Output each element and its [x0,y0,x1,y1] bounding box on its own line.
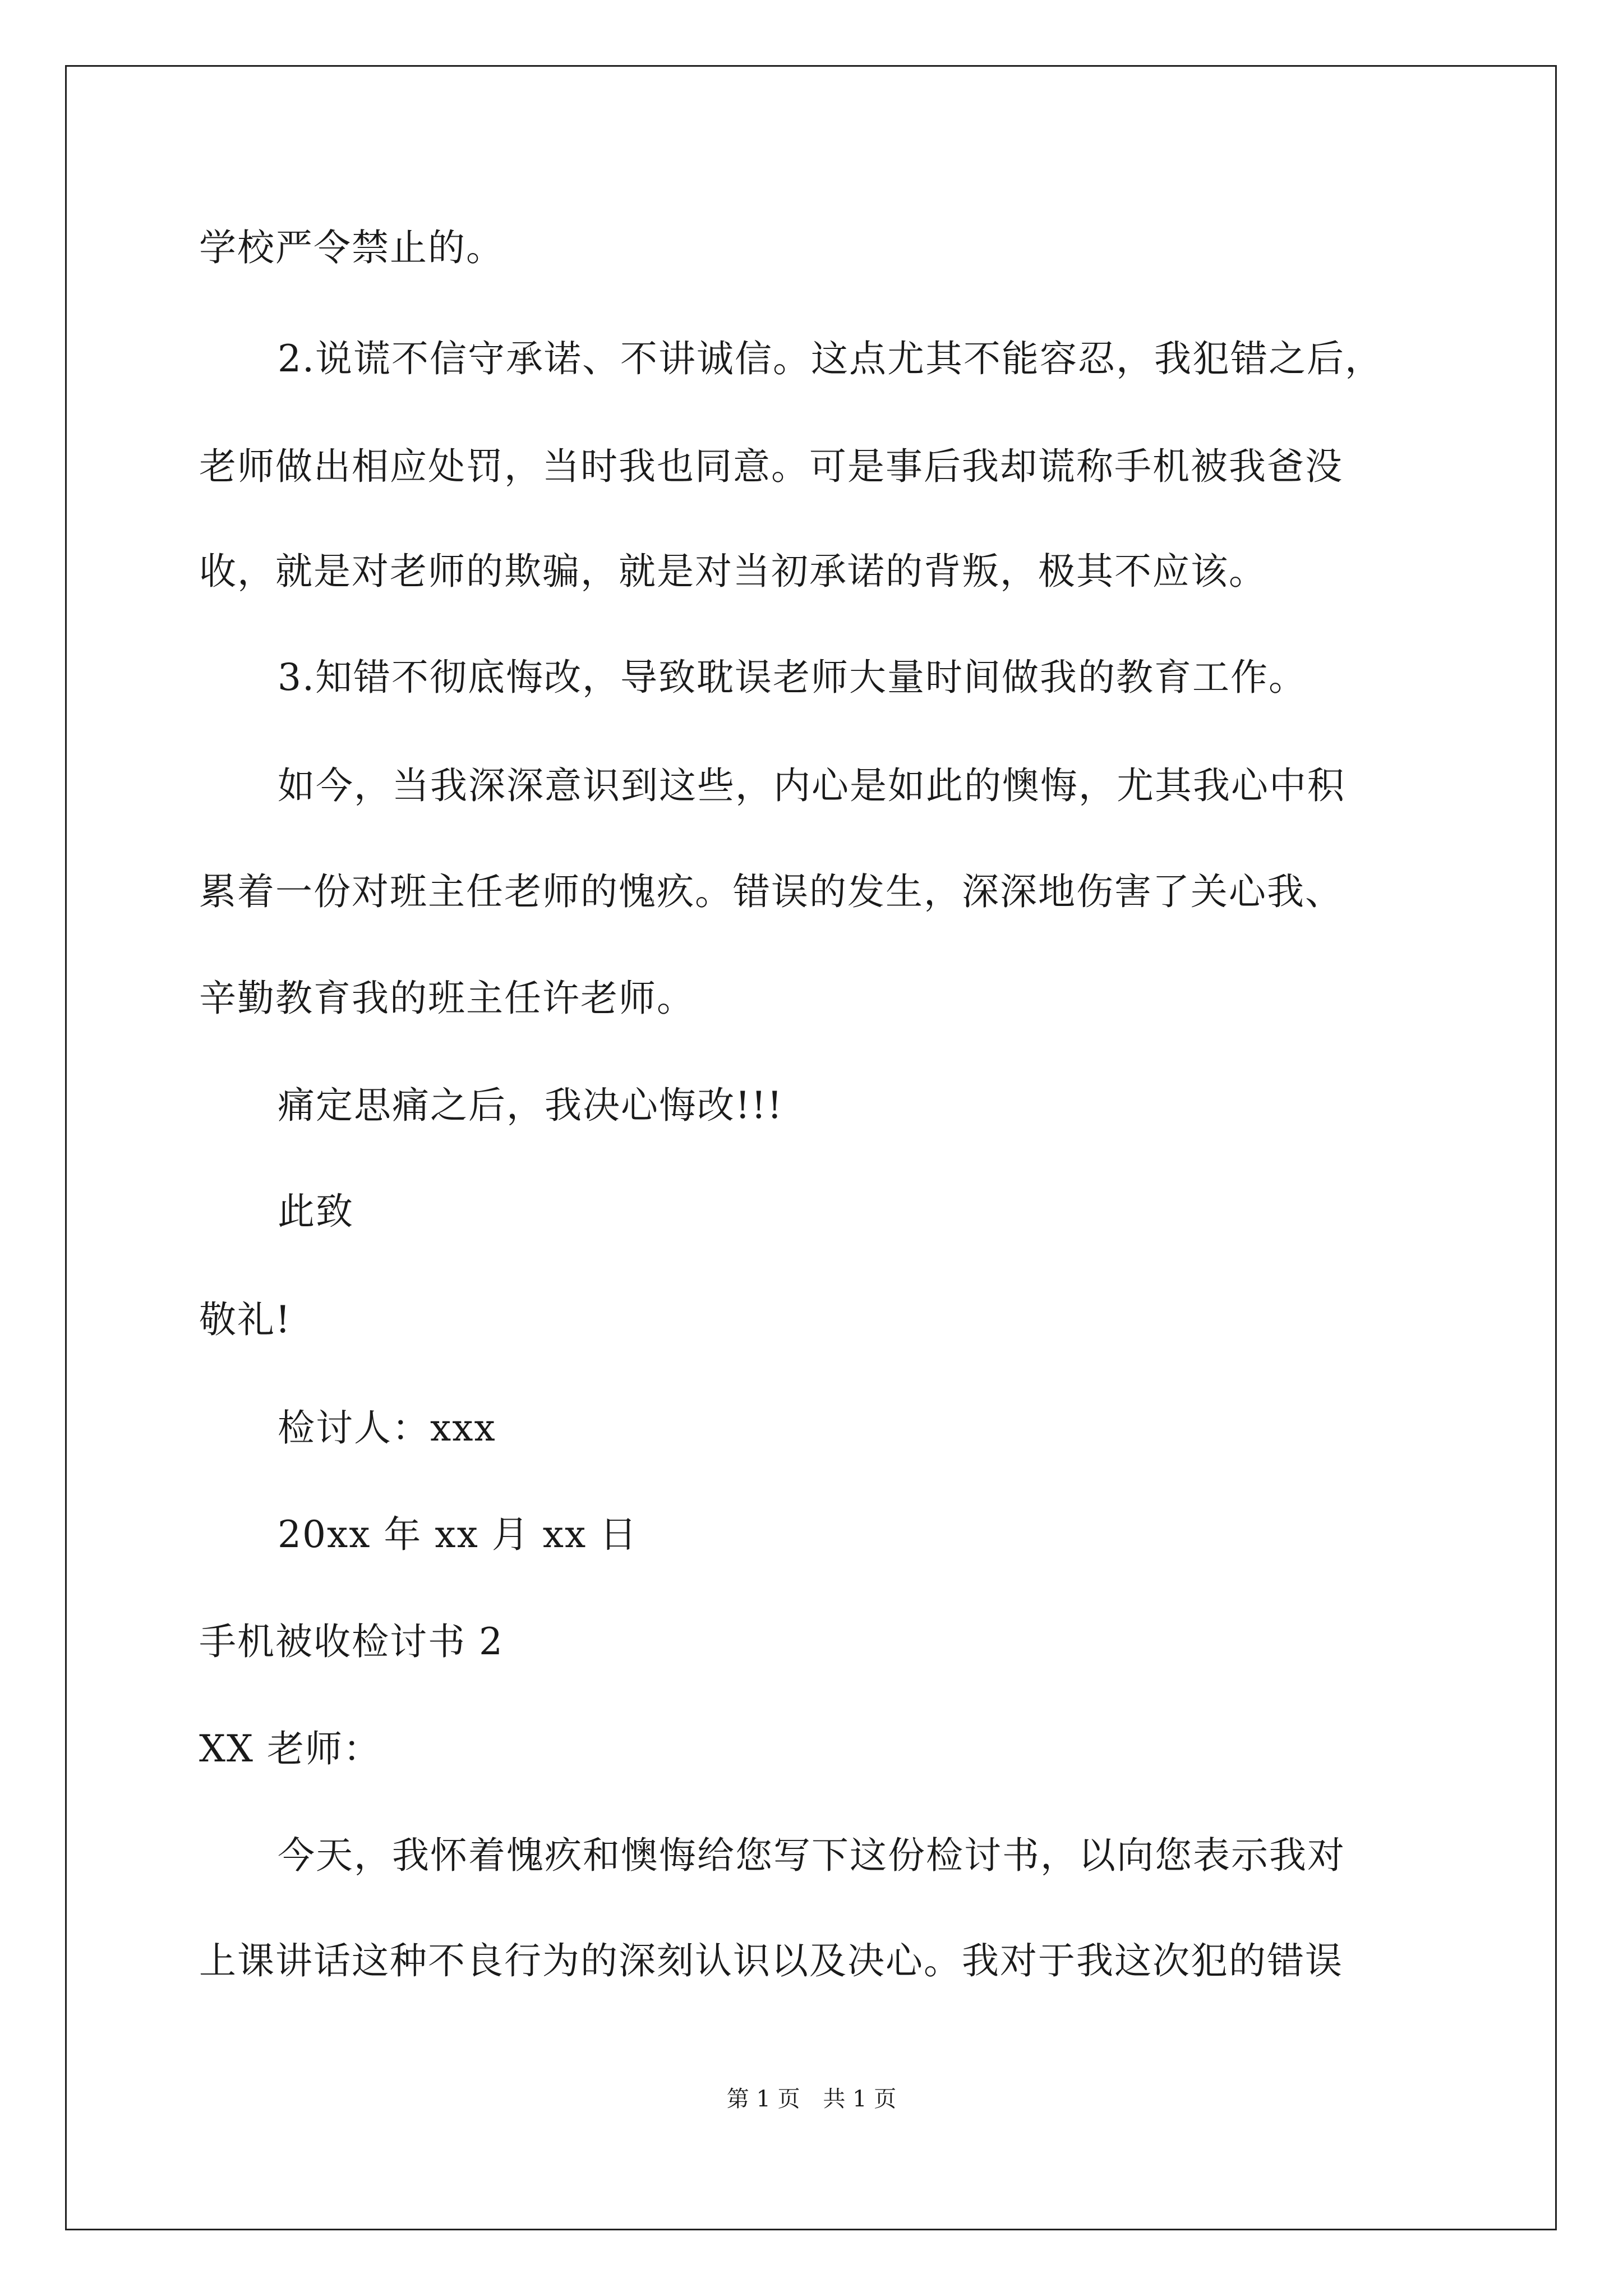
date-line: 20xx 年 xx 月 xx 日 [278,1513,638,1556]
paragraph-line: 3.知错不彻底悔改，导致耽误老师大量时间做我的教育工作。 [278,656,1307,699]
addressee-line: XX 老师： [199,1727,381,1770]
paragraph-line: 辛勤教育我的班主任许老师。 [199,977,695,1020]
paragraph-line: 收，就是对老师的欺骗，就是对当初承诺的背叛，极其不应该。 [199,550,1267,593]
salutation-closing: 此致 [278,1190,354,1233]
paragraph-line: 学校严令禁止的。 [199,226,504,269]
paragraph-line: 上课讲话这种不良行为的深刻认识以及决心。我对于我这次犯的错误 [199,1939,1343,1982]
page-total: 共 1 页 [823,2086,897,2112]
paragraph-line: 老师做出相应处罚，当时我也同意。可是事后我却谎称手机被我爸没 [199,445,1343,488]
page-footer [0,2082,1623,2116]
salutation-regards: 敬礼! [199,1298,292,1341]
page-number: 第 1 页 [726,2086,800,2112]
paragraph-line: 痛定思痛之后，我决心悔改!!! [278,1084,783,1127]
paragraph-line: 今天，我怀着愧疚和懊悔给您写下这份检讨书，以向您表示我对 [278,1834,1345,1877]
section-title: 手机被收检讨书 2 [199,1620,504,1663]
signature-line: 检讨人：xxx [278,1406,496,1450]
paragraph-line: 如今，当我深深意识到这些，内心是如此的懊悔，尤其我心中积 [278,764,1345,807]
page-border [65,65,1557,2230]
paragraph-line: 累着一份对班主任老师的愧疚。错误的发生，深深地伤害了关心我、 [199,870,1343,913]
paragraph-line: 2.说谎不信守承诺、不讲诚信。这点尤其不能容忍，我犯错之后， [278,337,1383,380]
